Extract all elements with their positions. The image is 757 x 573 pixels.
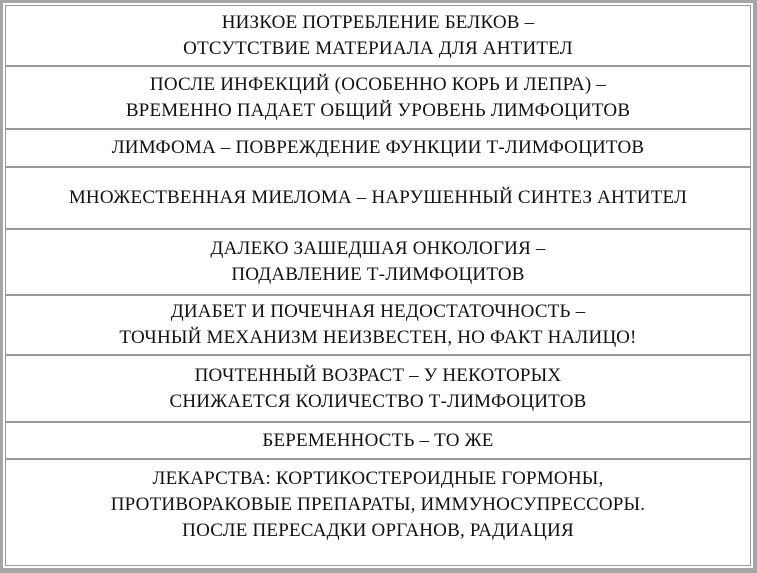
row-text-line: ЛЕКАРСТВА: КОРТИКОСТЕРОИДНЫЕ ГОРМОНЫ, [152,468,604,489]
row-text-line: БЕРЕМЕННОСТЬ – ТО ЖЕ [262,429,494,451]
table-row [6,354,750,421]
row-text-line: ДАЛЕКО ЗАШЕДШАЯ ОНКОЛОГИЯ – [210,238,546,259]
table-row [6,6,750,65]
table-row [6,128,750,166]
row-text-line: ОТСУТСТВИЕ МАТЕРИАЛА ДЛЯ АНТИТЕЛ [183,37,573,59]
row-text-line: ТОЧНЫЙ МЕХАНИЗМ НЕИЗВЕСТЕН, НО ФАКТ НАЛИЦО! [119,327,637,348]
table-row [6,294,750,354]
row-text-line: ДИАБЕТ И ПОЧЕЧНАЯ НЕДОСТАТОЧНОСТЬ – [170,301,586,322]
row-text-line: НИЗКОЕ ПОТРЕБЛЕНИЕ БЕЛКОВ – [221,11,535,33]
row-text-line: ПОСЛЕ ИНФЕКЦИЙ (ОСОБЕННО КОРЬ И ЛЕПРА) – [149,73,607,95]
table-row [6,166,750,228]
row-text-line: ПОСЛЕ ПЕРЕСАДКИ ОРГАНОВ, РАДИАЦИЯ [182,520,574,541]
table-row [6,458,750,550]
row-text-line: ПРОТИВОРАКОВЫЕ ПРЕПАРАТЫ, ИММУНОСУПРЕССОРЫ. [110,494,646,515]
row-text-line: ЛИМФОМА – ПОВРЕЖДЕНИЕ ФУНКЦИИ Т-ЛИМФОЦИТОВ [111,137,645,158]
row-text-line: ПОДАВЛЕНИЕ Т-ЛИМФОЦИТОВ [231,264,525,285]
row-text-line: ВРЕМЕННО ПАДАЕТ ОБЩИЙ УРОВЕНЬ ЛИМФОЦИТОВ [125,99,631,121]
row-text-line: МНОЖЕСТВЕННАЯ МИЕЛОМА – НАРУШЕННЫЙ СИНТЕЗ АНТИТЕЛ [68,187,688,208]
row-text-line: СНИЖАЕТСЯ КОЛИЧЕСТВО Т-ЛИМФОЦИТОВ [169,390,587,412]
table-row [6,65,750,128]
table-row [6,228,750,294]
table-row [6,421,750,458]
immunodeficiency-causes-table [5,5,751,566]
row-text-line: ПОЧТЕННЫЙ ВОЗРАСТ – У НЕКОТОРЫХ [194,364,562,386]
